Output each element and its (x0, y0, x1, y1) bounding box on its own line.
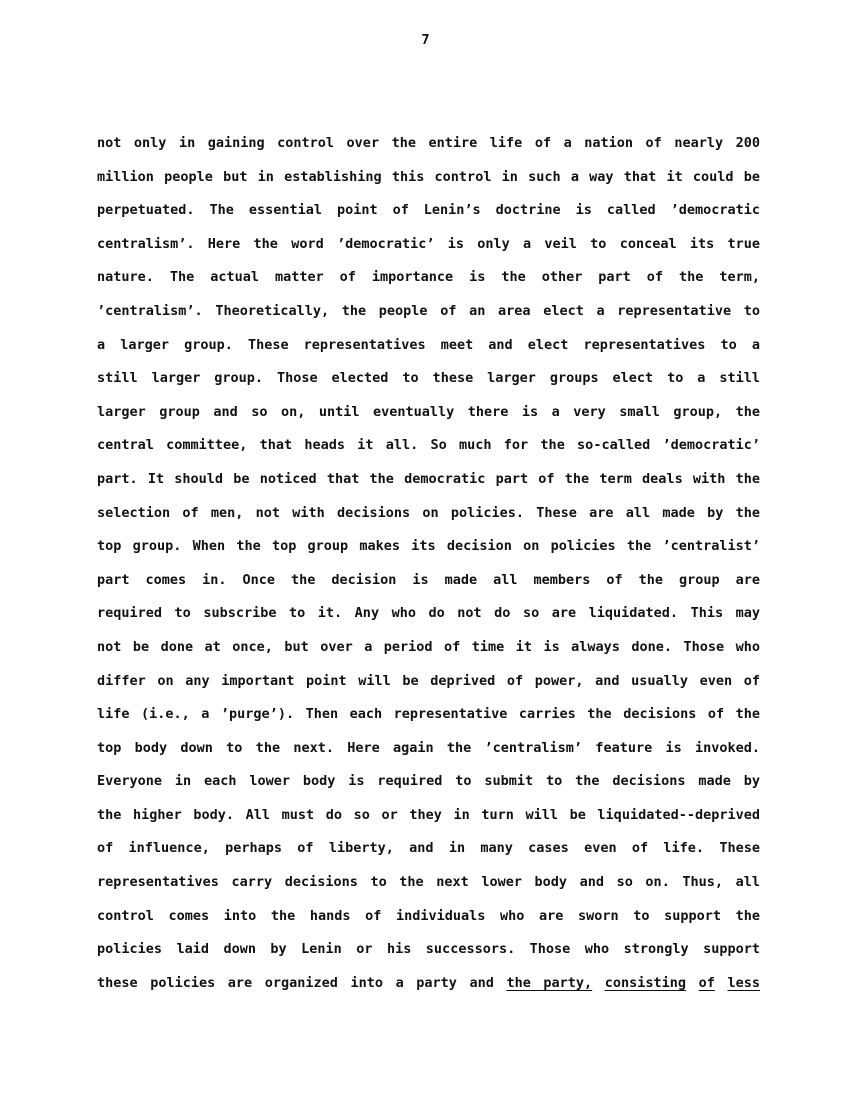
text-line: representatives carry decisions to the next lower body and so on. Thus, all (97, 874, 760, 891)
text-line: differ on any important point will be deprived of power, and usually even of (97, 672, 760, 689)
text-line: not be done at once, but over a period of time it is always done. Those who (97, 638, 760, 655)
text-line: selection of men, not with decisions on policies. These are all made by the (97, 504, 760, 521)
text-line: perpetuated. The essential point of Lenin’s doctrine is called ’democratic (97, 202, 760, 219)
text-line: not only in gaining control over the entire life of a nation of nearly 200 (97, 135, 760, 151)
text-line: the higher body. All must do so or they in turn will be liquidated--deprived (97, 806, 760, 823)
text-line: required to subscribe to it. Any who do not do so are liquidated. This may (97, 605, 760, 622)
final-line-underlined: of (698, 974, 715, 991)
text-line: million people but in establishing this control in such a way that it could be (97, 168, 760, 185)
text-line: of influence, perhaps of liberty, and in many cases even of life. These (97, 840, 760, 857)
body-text (97, 133, 760, 1006)
text-line: central committee, that heads it all. So much for the so-called ’democratic’ (97, 437, 760, 454)
page-number: 7 (421, 32, 430, 48)
text-line: larger group and so on, until eventually there is a very small group, the (97, 403, 760, 420)
text-line: part. It should be noticed that the democratic part of the term deals with the (97, 470, 760, 487)
text-line: still larger group. Those elected to these larger groups elect to a still (97, 370, 760, 387)
text-line-final (97, 973, 760, 1007)
text-line: top body down to the next. Here again the ’centralism’ feature is invoked. (97, 739, 760, 756)
final-line-underlined: consisting (604, 974, 687, 991)
final-line-plain: these policies are organized into a party and (97, 974, 494, 991)
text-line: part comes in. Once the decision is made all members of the group are (97, 571, 760, 588)
text-line: a larger group. These representatives meet and elect representatives to a (97, 336, 760, 353)
text-line: Everyone in each lower body is required to submit to the decisions made by (97, 773, 760, 790)
text-line: centralism’. Here the word ’democratic’ is only a veil to conceal its true (97, 235, 760, 252)
text-line: top group. When the top group makes its decision on policies the ’centralist’ (97, 538, 760, 555)
final-line-underlined: less (727, 974, 760, 991)
text-line: control comes into the hands of individuals who are sworn to support the (97, 907, 760, 924)
final-line-underlined: the party, (506, 974, 593, 991)
text-line: ’centralism’. Theoretically, the people of an area elect a representative to (97, 302, 760, 319)
text-line: policies laid down by Lenin or his successors. Those who strongly support (97, 941, 760, 958)
text-line: life (i.e., a ’purge’). Then each representative carries the decisions of the (97, 706, 760, 723)
text-line: nature. The actual matter of importance is the other part of the term, (97, 269, 760, 286)
